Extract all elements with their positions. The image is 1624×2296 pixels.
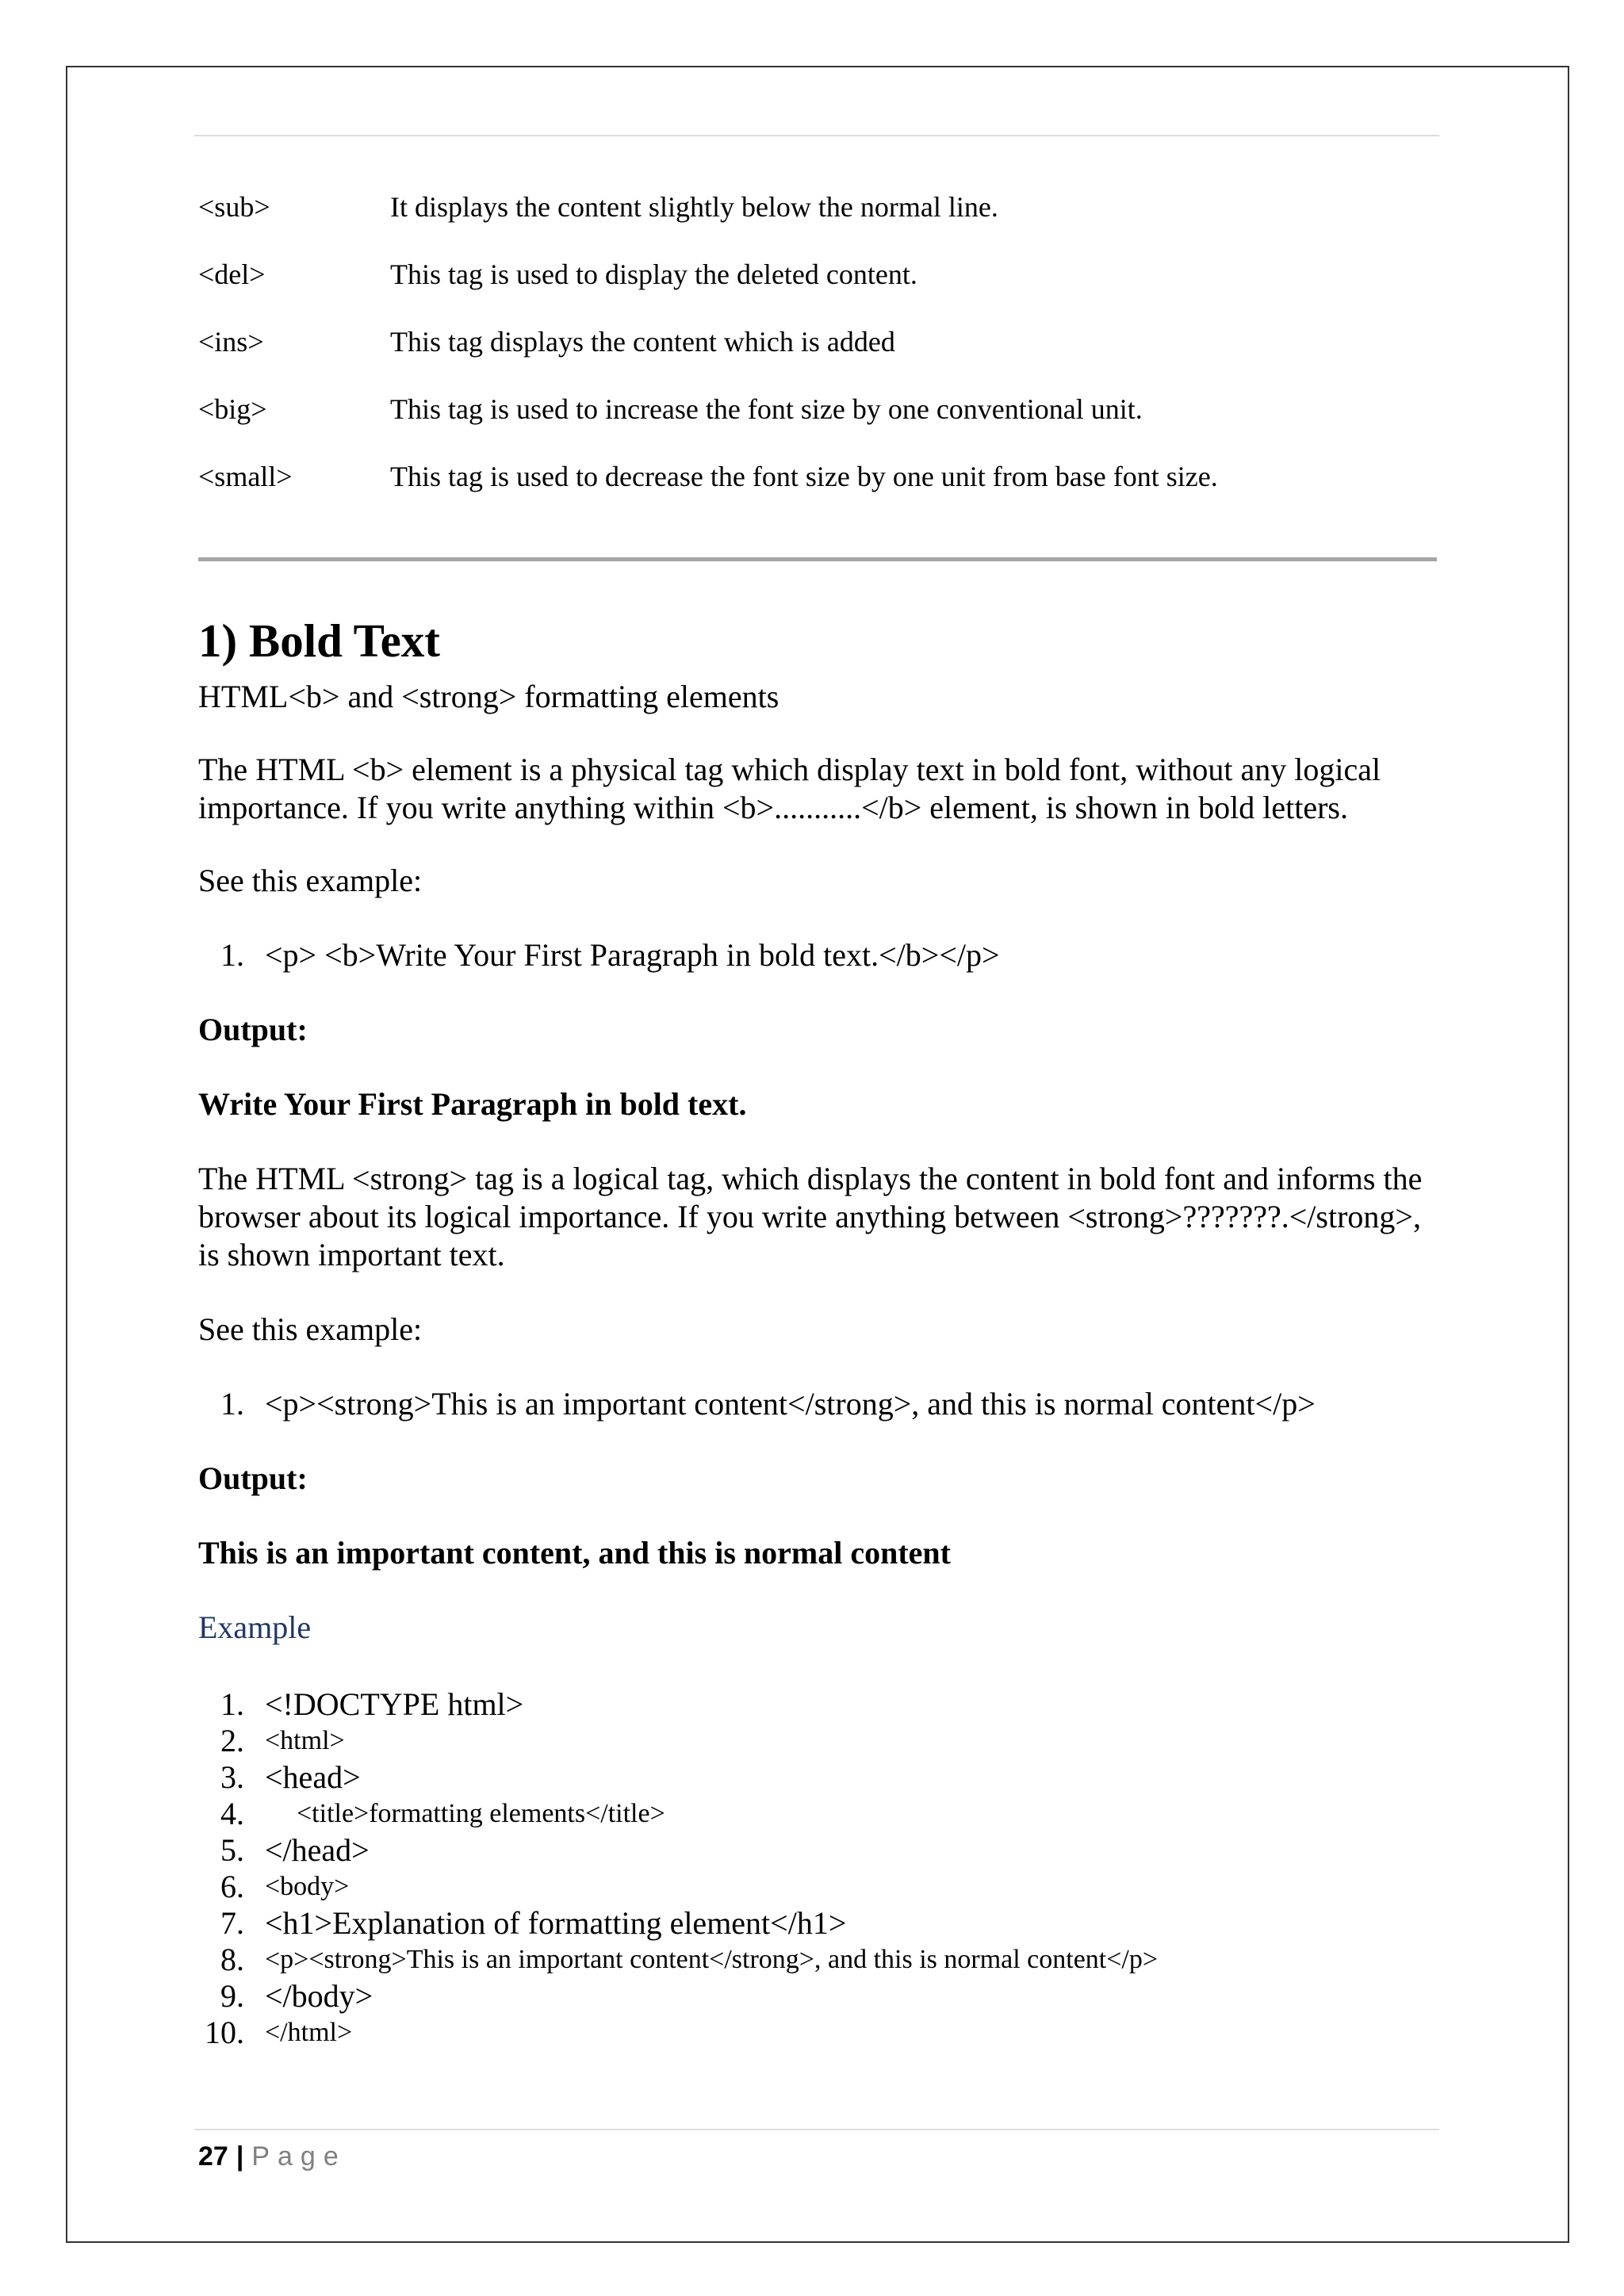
code-snippet: <p> <b>Write Your First Paragraph in bold text.</b></p> xyxy=(265,937,1000,973)
page-footer xyxy=(198,2141,347,2172)
see-example-label: See this example: xyxy=(198,863,423,898)
line-number: 4. xyxy=(220,1796,244,1831)
line-number: 7. xyxy=(220,1905,244,1941)
line-text: <html> xyxy=(265,1726,345,1755)
tag-name: <ins> xyxy=(198,326,264,358)
output-text: This is an important content, and this is normal content xyxy=(198,1535,951,1571)
line-text: <title>formatting elements</title> xyxy=(297,1799,665,1828)
list-item xyxy=(198,1385,1443,1423)
see-example-label: See this example: xyxy=(198,1311,423,1347)
tag-name: <small> xyxy=(198,461,293,492)
tag-description: This tag is used to decrease the font size by one unit from base font size. xyxy=(390,461,1218,492)
list-number: 1. xyxy=(220,937,244,973)
tag-name: <del> xyxy=(198,258,266,290)
tag-name: <big> xyxy=(198,393,267,425)
line-number: 8. xyxy=(220,1942,244,1977)
code-line xyxy=(198,1905,1443,1942)
example-list xyxy=(198,1385,1443,1423)
output-text: Write Your First Paragraph in bold text. xyxy=(198,1086,747,1122)
line-number: 6. xyxy=(220,1869,244,1904)
code-line xyxy=(198,1869,1443,1905)
code-line xyxy=(198,1942,1443,1978)
tag-row xyxy=(198,392,1435,460)
tag-description: This tag is used to display the deleted content. xyxy=(390,258,917,290)
paragraph-b-tag: The HTML <b> element is a physical tag which display text in bold font, without any logical importance. If you write anything within <b>...........</b> element, is shown in bold letters. xyxy=(198,752,1381,825)
line-text: <head> xyxy=(265,1759,361,1795)
tag-row xyxy=(198,258,1435,325)
line-text: <p><strong>This is an important content</strong>, and this is normal content</p> xyxy=(265,1945,1159,1974)
list-item xyxy=(198,936,1443,974)
line-text: <h1>Explanation of formatting element</h1> xyxy=(265,1905,847,1941)
example-heading: Example xyxy=(198,1609,312,1645)
code-line xyxy=(198,1978,1443,2015)
tag-name: <sub> xyxy=(198,191,270,223)
footer-rule xyxy=(194,2129,1439,2130)
code-snippet: <p><strong>This is an important content</strong>, and this is normal content</p> xyxy=(265,1386,1316,1422)
section-subtitle: HTML<b> and <strong> formatting elements xyxy=(198,679,779,714)
header-rule xyxy=(194,135,1439,136)
line-text: </body> xyxy=(265,1978,373,2014)
line-number: 2. xyxy=(220,1723,244,1758)
section-heading: 1) Bold Text xyxy=(198,614,440,667)
code-line xyxy=(198,2015,1443,2051)
line-number: 1. xyxy=(220,1686,244,1722)
tag-row xyxy=(198,325,1435,392)
paragraph-strong-tag: The HTML <strong> tag is a logical tag, which displays the content in bold font and informs the browser about its logical importance. If you write anything between <strong>???????.</strong>, is shown important text. xyxy=(198,1161,1423,1272)
code-line xyxy=(198,1796,1443,1832)
page-number: 27 xyxy=(198,2141,228,2172)
code-line xyxy=(198,1759,1443,1796)
line-text: </head> xyxy=(265,1832,370,1868)
example-list xyxy=(198,936,1443,974)
tag-description: This tag is used to increase the font size by one conventional unit. xyxy=(390,393,1143,425)
code-line xyxy=(198,1723,1443,1759)
line-number: 3. xyxy=(220,1759,244,1795)
line-text: </html> xyxy=(265,2018,353,2047)
line-text: <!DOCTYPE html> xyxy=(265,1686,524,1722)
tag-row xyxy=(198,460,1435,527)
page-label: Page xyxy=(251,2141,347,2172)
output-label: Output: xyxy=(198,1460,308,1496)
tag-description: This tag displays the content which is added xyxy=(390,326,895,358)
section-divider xyxy=(198,557,1437,561)
code-line xyxy=(198,1832,1443,1869)
tag-description-table xyxy=(198,190,1435,527)
output-label: Output: xyxy=(198,1012,308,1047)
footer-separator: | xyxy=(236,2141,244,2172)
main-content xyxy=(198,607,1443,2051)
line-number: 10. xyxy=(205,2015,244,2050)
list-number: 1. xyxy=(220,1386,244,1422)
code-line xyxy=(198,1686,1443,1723)
tag-description: It displays the content slightly below the normal line. xyxy=(390,191,998,223)
tag-row xyxy=(198,190,1435,258)
line-text: <body> xyxy=(265,1872,350,1901)
code-listing xyxy=(198,1686,1443,2051)
line-number: 5. xyxy=(220,1832,244,1868)
line-number: 9. xyxy=(220,1978,244,2014)
